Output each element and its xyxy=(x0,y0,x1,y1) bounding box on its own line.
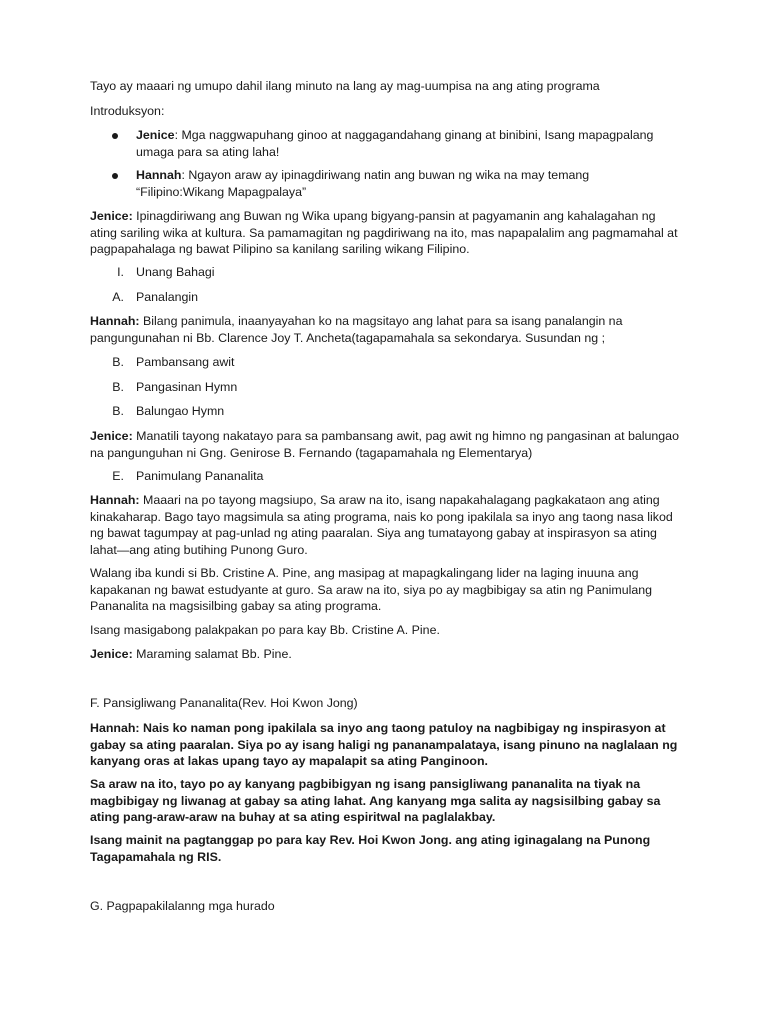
section-unang-bahagi: Unang Bahagi xyxy=(136,265,215,279)
speaker-jenice: Jenice: xyxy=(90,429,133,443)
paragraph-text: Manatili tayong nakatayo para sa pambansang awit, pag awit ng himno ng pangasinan at balungao na pangunguhan ni Gng. Genirose B. Fernando (tagapamahala ng Elementarya) xyxy=(90,429,679,460)
speaker-hannah: Hannah: xyxy=(90,493,140,507)
section-marker: I. xyxy=(117,265,124,279)
hannah-rev-paragraph: Hannah: Nais ko naman pong ipakilala sa inyo ang taong patuloy na nagbibigay ng inspirasyon at gabay sa ating paaralan. Siya po ay isang haligi ng pananampalataya, isang pinuno na naglalaan ng kanyang oras at lakas upang tayo ay mapalapit sa ating Panginoon. xyxy=(90,721,678,768)
item-marker: E. xyxy=(112,469,124,483)
bullet-text: : Mga naggwapuhang ginoo at naggagandahang ginang at binibini, Isang mapagpalang umaga para sa ating laha! xyxy=(136,128,654,159)
item-marker: A. xyxy=(112,290,124,304)
speaker-jenice: Jenice: xyxy=(90,209,133,223)
paragraph-text: Bilang panimula, inaanyayahan ko na magsitayo ang lahat para sa isang panalangin na pangungunahan ni Bb. Clarence Joy T. Ancheta(tagapamahala sa sekondarya. Susundan ng ; xyxy=(90,314,623,345)
jenice-thanks-paragraph xyxy=(90,646,680,663)
item-marker: B. xyxy=(112,380,124,394)
item-panalangin: Panalangin xyxy=(136,290,199,304)
bullet-text: : Ngayon araw ay ipinagdiriwang natin ang buwan ng wika na may temang “Filipino:Wikang Mapagpalaya” xyxy=(136,168,590,199)
item-pambansang-awit: Pambansang awit xyxy=(136,355,235,369)
speaker-hannah: Hannah: xyxy=(90,314,140,328)
item-balungao-hymn: Balungao Hymn xyxy=(136,404,225,418)
bullet-icon xyxy=(112,133,118,139)
speaker-jenice: Jenice: xyxy=(90,647,133,661)
hannah-prayer-paragraph xyxy=(90,313,680,346)
paragraph-text: Ipinagdiriwang ang Buwan ng Wika upang bigyang-pansin at pagyamanin ang kahalagahan ng ating sariling wika at kultura. Sa pamamagitan ng pagdiriwang na ito, mas napapalalim ang pagmamahal at pagpapahalaga ng bawat Pilipino sa kanilang sariling wikang Filipino. xyxy=(90,209,678,256)
speaker-hannah: Hannah xyxy=(136,168,182,182)
bullet-icon xyxy=(112,173,118,179)
sa-araw-paragraph: Sa araw na ito, tayo po ay kanyang pagbibigyan ng isang pansigliwang pananalita na tiyak na magbibigay ng liwanag at gabay sa ating lahat. Ang kanyang mga salita ay nagsisilbing gabay sa ating pang-araw-araw na buhay at sa ating espiritwal na paglalakbay. xyxy=(90,777,661,824)
bullet-item-hannah xyxy=(136,167,656,200)
bullet-item-jenice xyxy=(136,127,656,160)
speaker-jenice: Jenice xyxy=(136,128,175,142)
item-f-heading: F. Pansigliwang Pananalita(Rev. Hoi Kwon Jong) xyxy=(90,696,358,710)
palakpakan-paragraph: Isang masigabong palakpakan po para kay Bb. Cristine A. Pine. xyxy=(90,623,440,637)
introduksyon-label: Introduksyon: xyxy=(90,104,165,118)
walang-iba-paragraph: Walang iba kundi si Bb. Cristine A. Pine, ang masipag at mapagkalingang lider na laging inuuna ang kapakanan ng bawat estudyante at guro. Sa araw na ito, siya po ay magbibigay sa atin ng Panimulang Pananalita na magsisilbing gabay sa ating programa. xyxy=(90,566,653,613)
mainit-paragraph: Isang mainit na pagtanggap po para kay Rev. Hoi Kwon Jong. ang ating iginagalang na Punong Tagapamahala ng RIS. xyxy=(90,833,651,864)
item-marker: B. xyxy=(112,355,124,369)
item-panimulang-pananalita: Panimulang Pananalita xyxy=(136,469,264,483)
item-marker: B. xyxy=(112,404,124,418)
item-pangasinan-hymn: Pangasinan Hymn xyxy=(136,380,238,394)
jenice-anthem-paragraph xyxy=(90,428,680,461)
item-g-heading: G. Pagpapakilalanng mga hurado xyxy=(90,899,275,913)
paragraph-text: Maaari na po tayong magsiupo, Sa araw na ito, isang napakahalagang pagkakataon ang ating kinakaharap. Bago tayo magsimula sa ating programa, nais ko pong ipakilala sa inyo ang taong nasa likod ng bawat tagumpay at pag-unlad ng ating paaralan. Siya ang tumatayong gabay at inspirasyon sa ating lahat—ang ating butihing Punong Guro. xyxy=(90,493,673,557)
jenice-intro-paragraph xyxy=(90,208,680,258)
intro-line: Tayo ay maaari ng umupo dahil ilang minuto na lang ay mag-uumpisa na ang ating programa xyxy=(90,79,600,93)
hannah-opening-paragraph xyxy=(90,492,680,558)
paragraph-text: Maraming salamat Bb. Pine. xyxy=(132,647,292,661)
